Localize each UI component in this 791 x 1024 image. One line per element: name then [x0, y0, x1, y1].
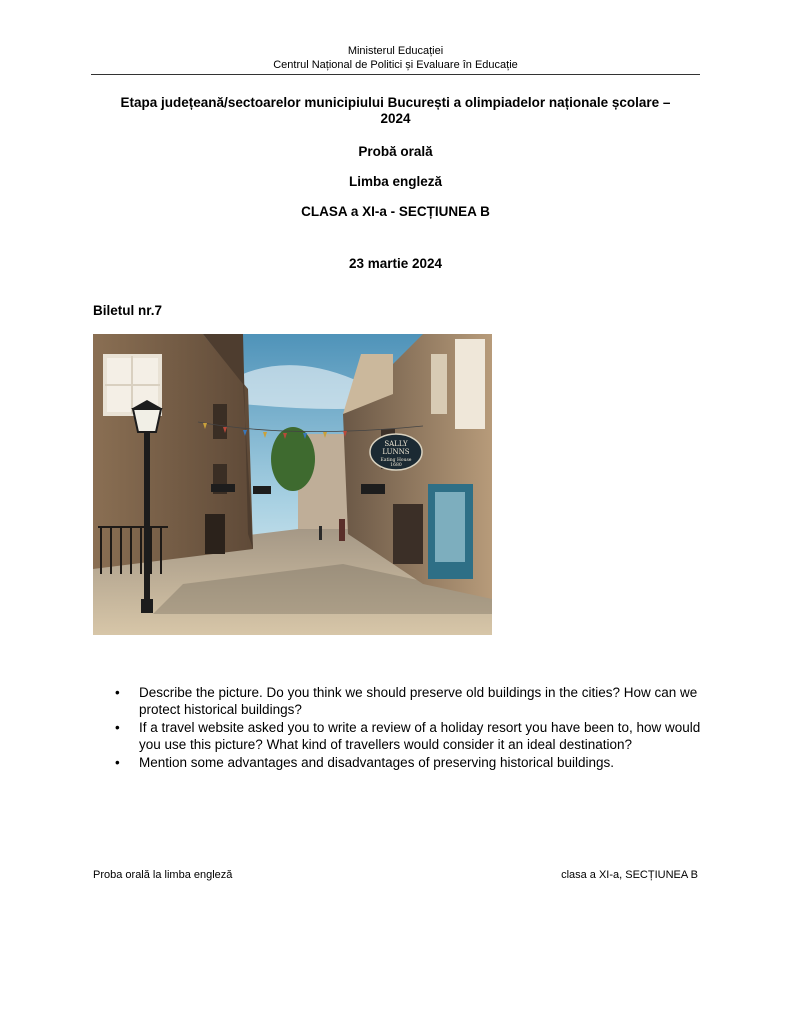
sign-text: Eating House — [380, 458, 412, 463]
shop-window — [435, 492, 465, 562]
left-doorway — [205, 514, 225, 554]
right-window — [455, 339, 485, 429]
sign-text: LUNNS — [382, 448, 410, 456]
footer-right: clasa a XI-a, SECȚIUNEA B — [561, 869, 698, 881]
pedestrian — [339, 519, 345, 541]
center-name: Centrul Național de Politici și Evaluare în Educație — [273, 59, 518, 71]
task-text: Describe the picture. Do you think we should preserve old buildings in the cities? How can we protect historical buildings? — [139, 685, 698, 717]
task-list — [93, 684, 708, 772]
pedestrian — [319, 526, 322, 540]
small-sign — [253, 486, 271, 494]
task-text: If a travel website asked you to write a review of a holiday resort you have been to, how would you use this picture? What kind of travellers would consider it an ideal destination? — [139, 720, 701, 752]
task-text: Mention some advantages and disadvantages of preserving historical buildings. — [139, 755, 615, 770]
exam-title-line-1: Etapa județeană/sectoarelor municipiului București a olimpiadelor naționale școlare – — [120, 95, 671, 110]
exam-date: 23 martie 2024 — [348, 256, 443, 271]
page-header — [0, 44, 791, 72]
right-window — [431, 354, 447, 414]
hanging-sign — [370, 434, 422, 470]
class-section: CLASA a XI-a - SECȚIUNEA B — [301, 204, 490, 219]
ticket-number: Biletul nr.7 — [93, 303, 163, 318]
small-sign — [211, 484, 235, 492]
exam-title-line-2: 2024 — [380, 111, 411, 126]
left-window-small — [213, 404, 227, 439]
sign-text: 1680 — [390, 463, 402, 468]
bullet-icon: • — [115, 720, 120, 735]
task-item — [93, 754, 708, 771]
task-item — [93, 719, 708, 753]
task-item — [93, 684, 708, 718]
header-divider — [91, 74, 700, 75]
bullet-icon: • — [115, 685, 120, 700]
test-type: Probă orală — [358, 144, 433, 159]
subject: Limba engleză — [348, 174, 443, 189]
exam-title — [91, 95, 700, 127]
sign-text: SALLY — [384, 440, 408, 448]
ministry-name: Ministerul Educației — [347, 45, 444, 57]
footer-left: Proba orală la limba engleză — [93, 869, 233, 881]
bullet-icon: • — [115, 755, 120, 770]
street-photo — [93, 334, 492, 635]
shop-front-dark — [393, 504, 423, 564]
trees — [271, 427, 315, 491]
small-sign — [361, 484, 385, 494]
